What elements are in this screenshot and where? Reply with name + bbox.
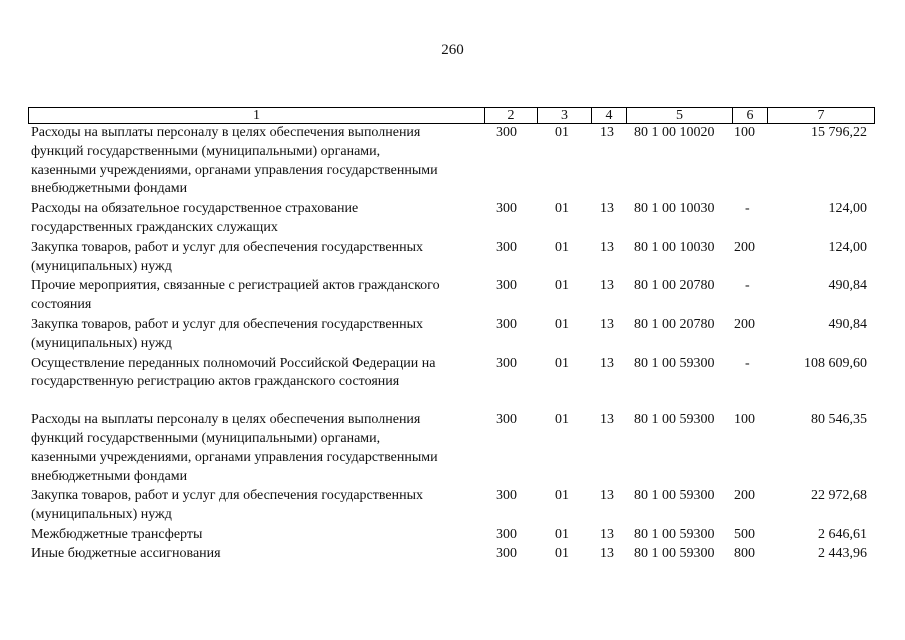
row-col-4: 13 [600, 201, 614, 217]
row-col-4: 13 [600, 412, 614, 428]
row-col-4: 13 [600, 125, 614, 140]
row-col-4: 13 [600, 316, 614, 332]
row-name: Закупка товаров, работ и услуг для обеспечения государственных (муниципальных) нужд [31, 488, 424, 523]
row-col-3: 01 [555, 488, 569, 504]
row-col-3: 01 [555, 125, 569, 140]
row-col-2: 300 [496, 545, 517, 561]
row-col-5: 80 1 00 59300 [634, 545, 715, 561]
row-col-3: 01 [555, 526, 569, 542]
row-col-2: 300 [496, 355, 517, 371]
row-col-2: 300 [496, 239, 517, 255]
row-col-5: 80 1 00 20780 [634, 278, 715, 294]
row-col-3: 01 [555, 545, 569, 561]
row-col-5: 80 1 00 10020 [634, 125, 715, 140]
row-col-2: 300 [496, 201, 517, 217]
row-col-3: 01 [555, 201, 569, 217]
header-col-5: 5 [626, 108, 732, 123]
row-col-4: 13 [600, 239, 614, 255]
row-col-6: 500 [734, 526, 755, 542]
table-row [28, 526, 875, 545]
row-col-3: 01 [555, 278, 569, 294]
row-col-4: 13 [600, 526, 614, 542]
table-body [28, 124, 875, 565]
row-amount: 2 443,96 [818, 545, 867, 561]
row-col-2: 300 [496, 526, 517, 542]
row-name: Прочие мероприятия, связанные с регистрацией актов гражданского состояния [31, 278, 440, 313]
row-col-3: 01 [555, 355, 569, 371]
header-col-4: 4 [591, 108, 626, 123]
row-name: Расходы на выплаты персоналу в целях обеспечения выполнения функций государственными (муниципальными) органами, казенными учреждениями, органами управления государственными внебюджетными фондами [31, 125, 438, 197]
table-header [28, 107, 875, 124]
row-col-6: - [745, 278, 750, 294]
row-col-6: 100 [734, 412, 755, 428]
table-row [28, 200, 875, 238]
row-col-2: 300 [496, 412, 517, 428]
row-amount: 490,84 [828, 316, 867, 332]
row-amount: 124,00 [828, 201, 867, 217]
row-col-6: 200 [734, 488, 755, 504]
row-col-5: 80 1 00 59300 [634, 488, 715, 504]
row-name: Межбюджетные трансферты [31, 526, 203, 542]
table-row [28, 487, 875, 525]
row-col-6: 200 [734, 239, 755, 255]
row-col-5: 80 1 00 10030 [634, 201, 715, 217]
row-name: Осуществление переданных полномочий Российской Федерации на государственную регистрацию актов гражданского состояния [31, 355, 436, 390]
table-row [28, 277, 875, 315]
row-name: Закупка товаров, работ и услуг для обеспечения государственных (муниципальных) нужд [31, 239, 424, 274]
row-col-2: 300 [496, 316, 517, 332]
table-row [28, 239, 875, 277]
row-col-5: 80 1 00 20780 [634, 316, 715, 332]
row-col-4: 13 [600, 545, 614, 561]
header-col-2: 2 [484, 108, 537, 123]
table-row [28, 411, 875, 486]
header-col-1: 1 [253, 108, 260, 123]
header-col-7: 7 [767, 108, 874, 123]
row-col-2: 300 [496, 488, 517, 504]
row-col-5: 80 1 00 59300 [634, 412, 715, 428]
table-row [28, 316, 875, 354]
row-amount: 124,00 [828, 239, 867, 255]
row-col-2: 300 [496, 125, 517, 140]
row-name: Иные бюджетные ассигнования [31, 545, 221, 561]
row-col-5: 80 1 00 59300 [634, 526, 715, 542]
row-col-4: 13 [600, 278, 614, 294]
row-col-3: 01 [555, 316, 569, 332]
row-col-4: 13 [600, 488, 614, 504]
row-amount: 490,84 [828, 278, 867, 294]
row-col-4: 13 [600, 355, 614, 371]
row-col-3: 01 [555, 412, 569, 428]
row-col-6: 100 [734, 125, 755, 140]
table-row [28, 355, 875, 411]
row-amount: 15 796,22 [811, 125, 867, 140]
row-amount: 22 972,68 [811, 488, 867, 504]
header-col-3: 3 [537, 108, 591, 123]
row-col-5: 80 1 00 10030 [634, 239, 715, 255]
row-amount: 80 546,35 [811, 412, 867, 428]
page-number: 260 [441, 42, 464, 58]
header-col-6: 6 [732, 108, 767, 123]
row-col-6: - [745, 201, 750, 217]
table-row [28, 545, 875, 564]
row-name: Расходы на обязательное государственное страхование государственных гражданских служащих [31, 201, 359, 235]
row-col-5: 80 1 00 59300 [634, 355, 715, 371]
row-col-2: 300 [496, 278, 517, 294]
row-amount: 108 609,60 [804, 355, 867, 371]
row-col-3: 01 [555, 239, 569, 255]
table-row [28, 124, 875, 199]
row-name: Закупка товаров, работ и услуг для обеспечения государственных (муниципальных) нужд [31, 316, 424, 351]
row-col-6: 200 [734, 316, 755, 332]
row-col-6: - [745, 355, 750, 371]
row-name: Расходы на выплаты персоналу в целях обеспечения выполнения функций государственными (муниципальными) органами, казенными учреждениями, органами управления государственными внебюджетными фондами [31, 412, 438, 484]
row-col-6: 800 [734, 545, 755, 561]
row-amount: 2 646,61 [818, 526, 867, 542]
